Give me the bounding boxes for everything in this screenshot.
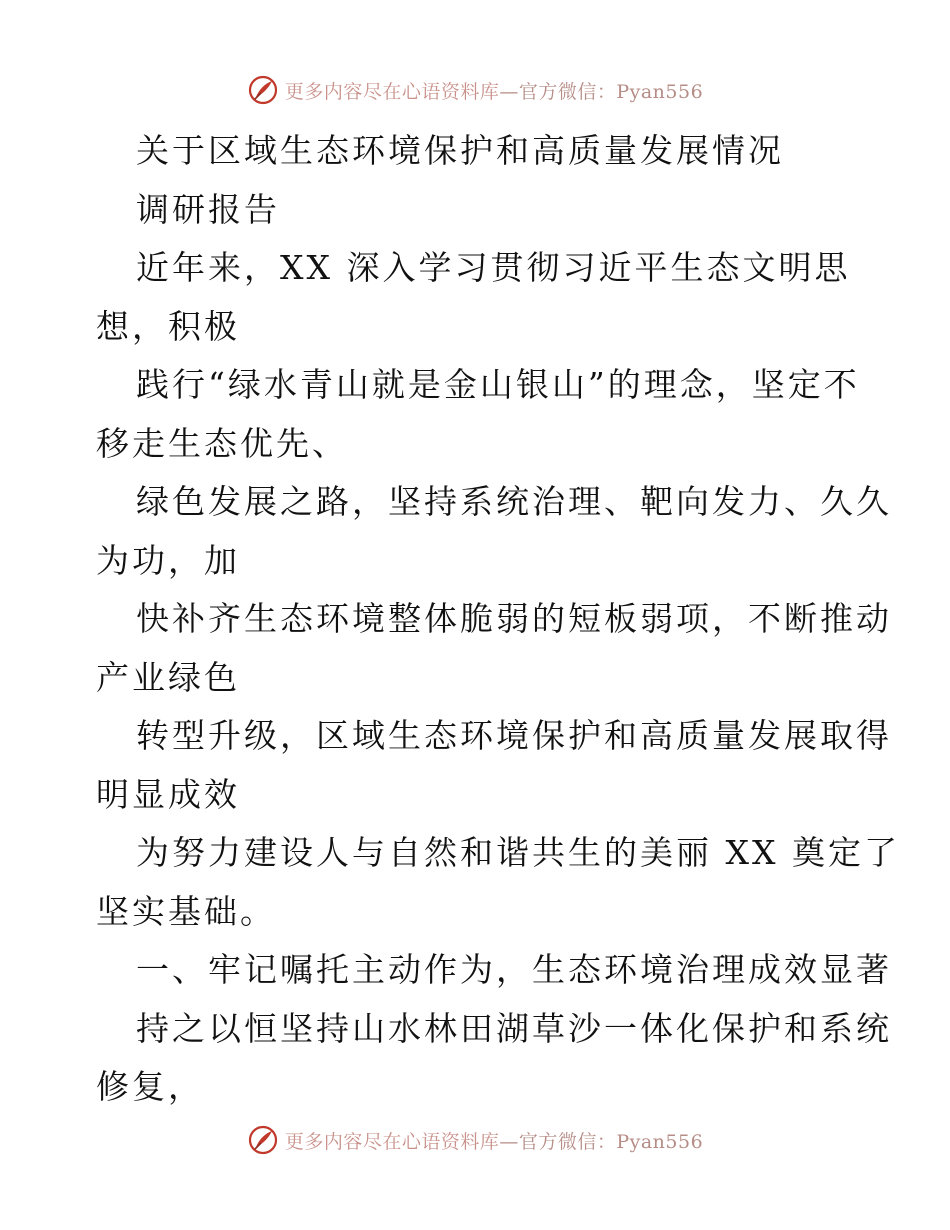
watermark-footer — [0, 1120, 950, 1160]
doc-line: 坚实基础。 — [96, 891, 276, 931]
doc-line: 关于区域生态环境保护和高质量发展情况 — [136, 131, 784, 170]
watermark-text — [285, 1127, 703, 1154]
doc-line: 移走生态优先、 — [96, 423, 348, 463]
doc-line: 快补齐生态环境整体脆弱的短板弱项，不断推动 — [136, 599, 892, 638]
watermark-text — [285, 77, 703, 104]
quill-logo-icon — [247, 74, 279, 106]
watermark-text-a: 更多内容尽在心语资料库 — [284, 1130, 500, 1153]
watermark-text-b: —官方微信：Pyan556 — [499, 80, 704, 103]
doc-line: 近年来，XX 深入学习贯彻习近平生态文明思 — [136, 248, 851, 287]
doc-line: 想，积极 — [96, 306, 240, 346]
doc-line: 产业绿色 — [96, 657, 240, 697]
quill-logo-icon — [247, 1124, 279, 1156]
document-body — [96, 122, 900, 1117]
doc-line: 为功，加 — [96, 540, 240, 580]
doc-line: 明显成效 — [96, 774, 240, 814]
doc-line: 为努力建设人与自然和谐共生的美丽 XX 奠定了 — [136, 833, 900, 872]
doc-line: 持之以恒坚持山水林田湖草沙一体化保护和系统 — [136, 1008, 892, 1048]
watermark-text-a: 更多内容尽在心语资料库 — [284, 80, 500, 103]
watermark-header — [0, 70, 950, 110]
doc-line: 一、牢记嘱托主动作为，生态环境治理成效显著 — [136, 950, 892, 989]
doc-line: 转型升级，区域生态环境保护和高质量发展取得 — [136, 716, 892, 755]
watermark-text-b: —官方微信：Pyan556 — [499, 1130, 704, 1153]
doc-line: 践行“绿水青山就是金山银山”的理念，坚定不 — [136, 365, 860, 404]
doc-line: 调研报告 — [136, 189, 280, 229]
doc-line: 修复， — [96, 1067, 204, 1106]
doc-line: 绿色发展之路，坚持系统治理、靶向发力、久久 — [136, 482, 892, 521]
